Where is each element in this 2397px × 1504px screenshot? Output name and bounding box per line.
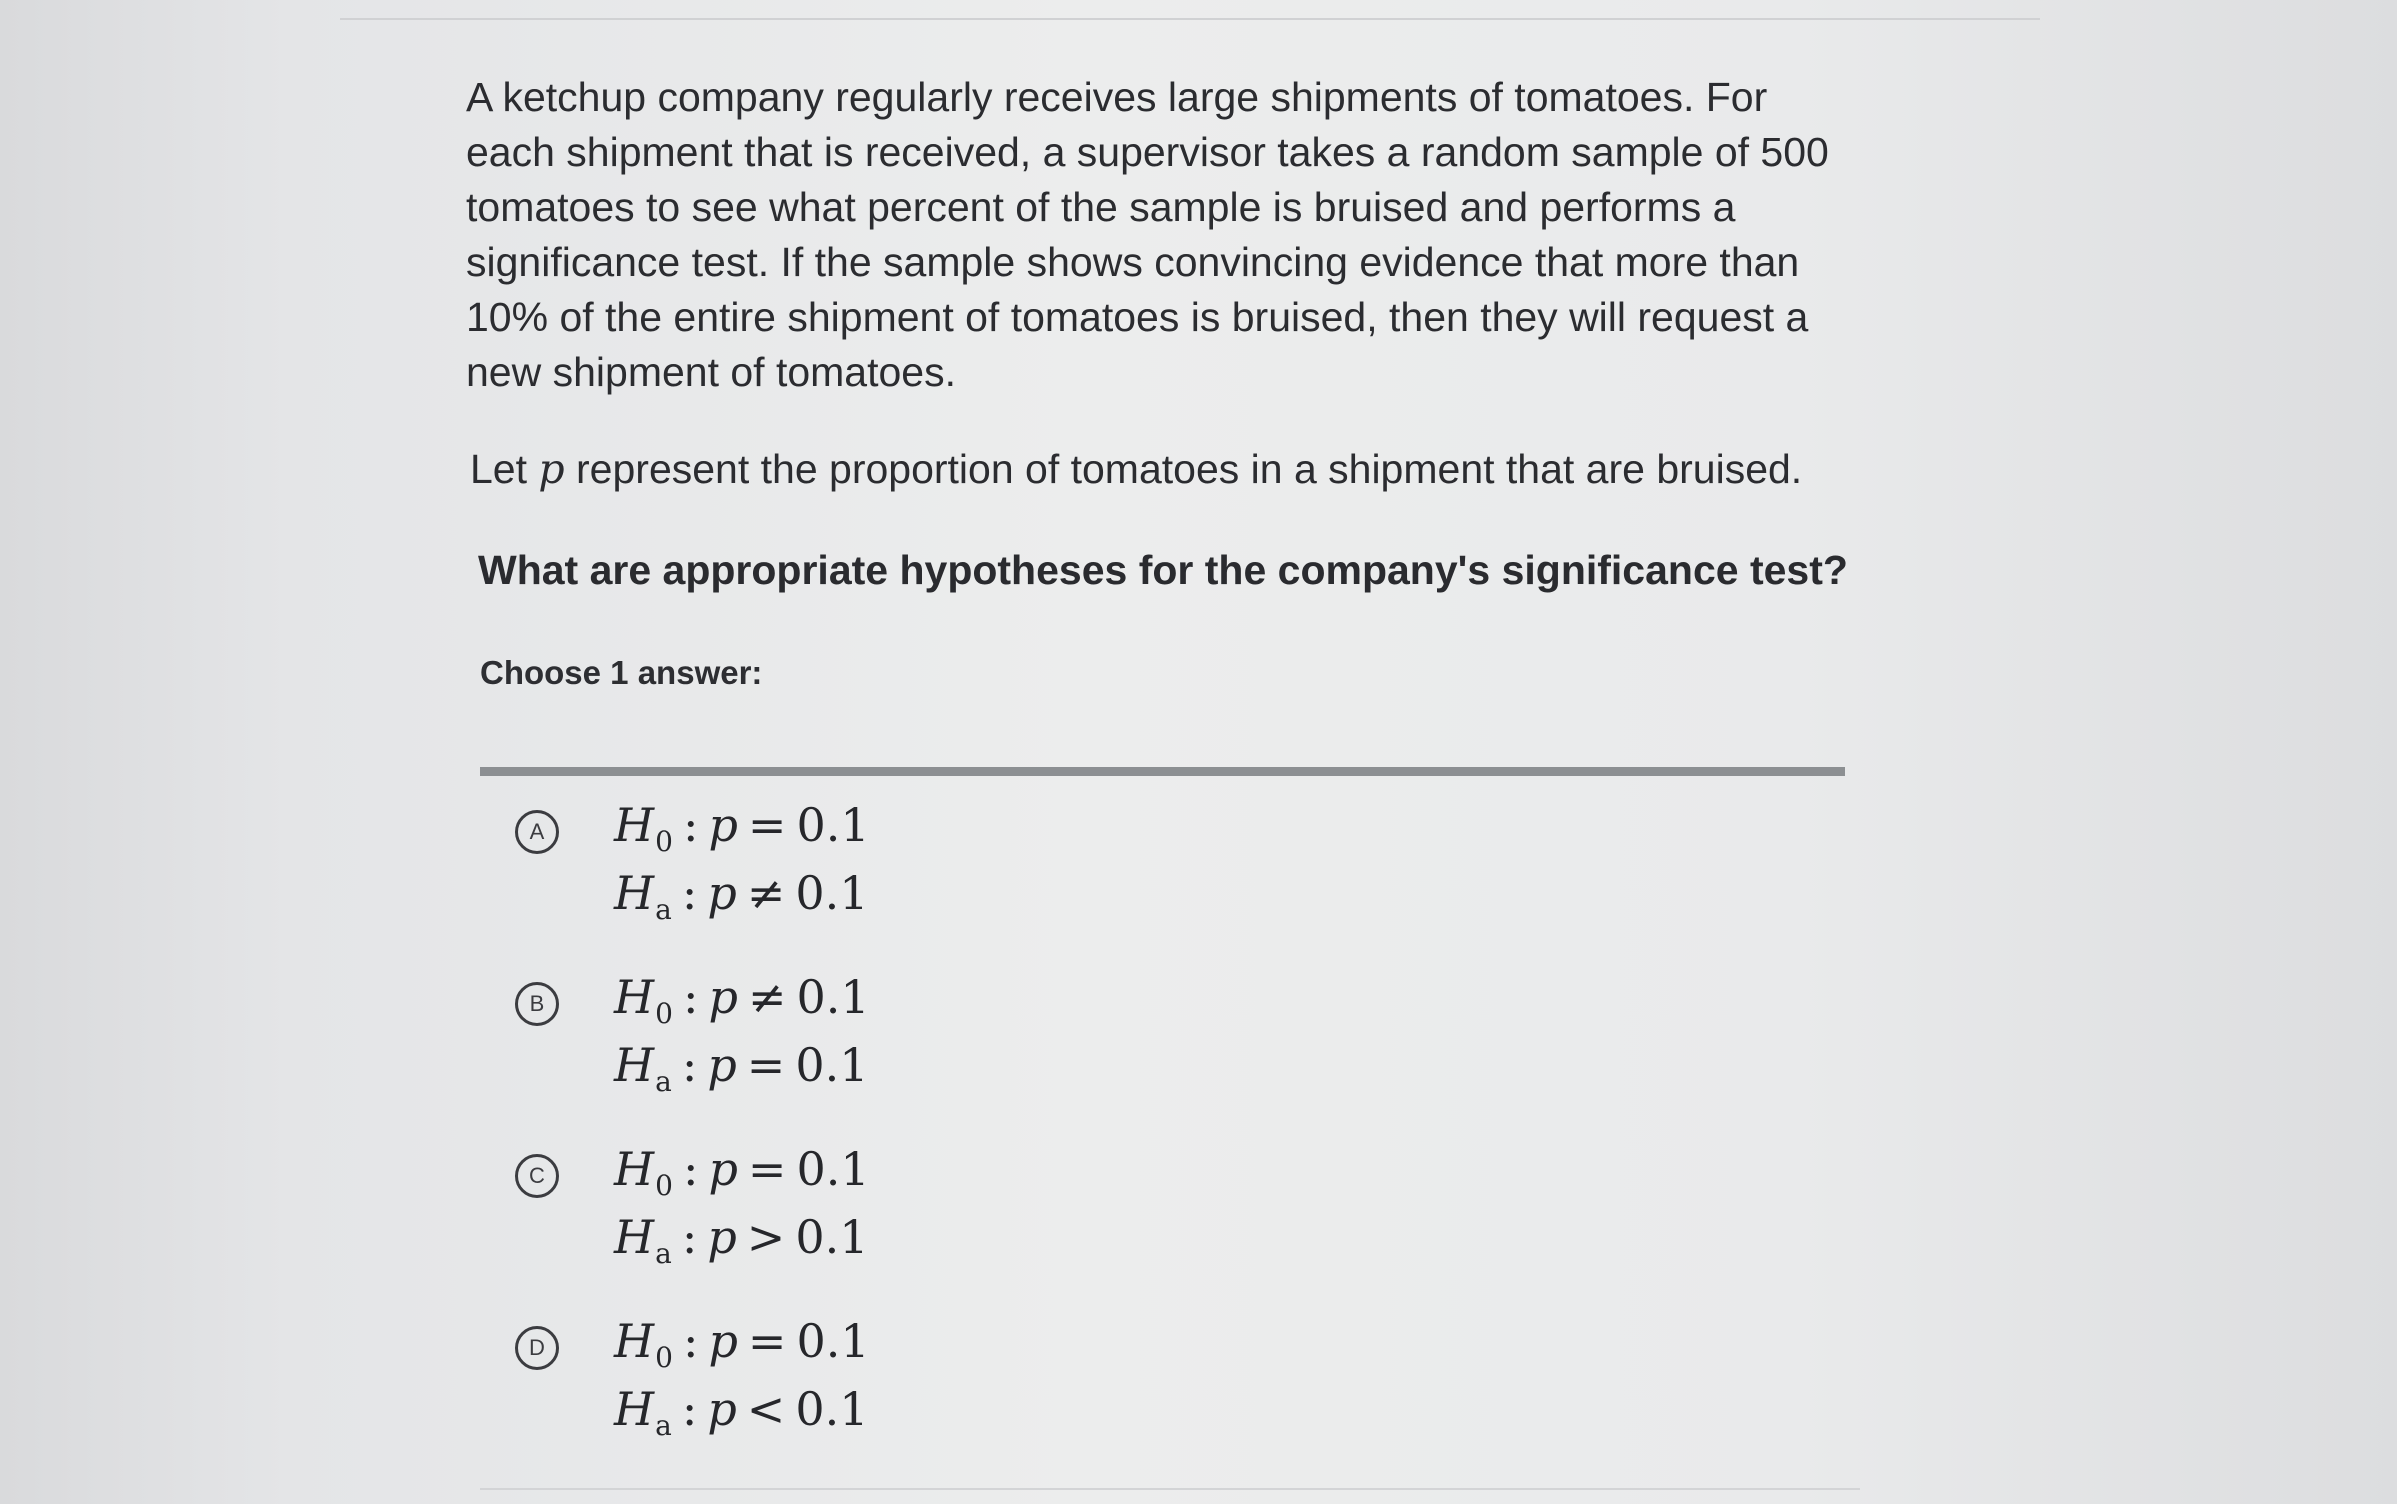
value: 0.1 (795, 866, 869, 920)
h-symbol: H (614, 1142, 655, 1196)
problem-line: tomatoes to see what percent of the sample is bruised and performs a (466, 184, 1736, 230)
problem-line: 10% of the entire shipment of tomatoes is bruised, then they will request a (466, 294, 1809, 340)
variable-definition (470, 442, 1916, 497)
h-subscript: a (655, 893, 672, 926)
choice-c-radio-icon[interactable]: C (515, 1154, 559, 1198)
top-divider (340, 18, 2040, 20)
p-symbol: p (707, 1210, 737, 1264)
question-prompt: What are appropriate hypotheses for the company's significance test? (478, 547, 1848, 593)
choice-d-null-hypothesis (614, 1314, 870, 1374)
relation: = (747, 798, 787, 852)
choice-b[interactable] (512, 962, 1712, 1134)
p-symbol: p (708, 1314, 738, 1368)
colon: : (681, 866, 698, 920)
choice-c[interactable] (512, 1134, 1712, 1306)
p-symbol: p (707, 1382, 737, 1436)
relation: = (747, 1314, 787, 1368)
choice-a-alt-hypothesis (614, 866, 869, 926)
h-symbol: H (614, 798, 655, 852)
value: 0.1 (796, 1314, 870, 1368)
problem-line: A ketchup company regularly receives large shipments of tomatoes. For (466, 74, 1768, 120)
choice-c-null-hypothesis (614, 1142, 870, 1202)
colon: : (681, 1382, 698, 1436)
colon: : (682, 798, 699, 852)
p-symbol: p (708, 970, 738, 1024)
choice-a[interactable] (512, 790, 1712, 962)
problem-line: new shipment of tomatoes. (466, 349, 956, 395)
answer-divider (480, 767, 1845, 776)
h-symbol: H (614, 1210, 655, 1264)
value: 0.1 (795, 1210, 869, 1264)
p-symbol: p (708, 798, 738, 852)
relation: = (747, 1142, 787, 1196)
h-subscript: a (655, 1237, 672, 1270)
colon: : (682, 1314, 699, 1368)
h-subscript: 0 (655, 997, 673, 1030)
value: 0.1 (796, 1142, 870, 1196)
h-subscript: 0 (655, 825, 673, 858)
relation: > (746, 1210, 786, 1264)
p-symbol: p (707, 866, 737, 920)
question-body (466, 70, 1916, 692)
relation: ≠ (747, 970, 787, 1024)
h-symbol: H (614, 1382, 655, 1436)
choose-answer-label: Choose 1 answer: (480, 654, 763, 691)
relation: < (746, 1382, 786, 1436)
colon: : (682, 1142, 699, 1196)
choice-b-alt-hypothesis (614, 1038, 869, 1098)
let-suffix: represent the proportion of tomatoes in a shipment that are bruised. (564, 446, 1803, 492)
h-subscript: 0 (655, 1341, 673, 1374)
choice-d-radio-icon[interactable]: D (515, 1326, 559, 1370)
p-symbol: p (708, 1142, 738, 1196)
let-prefix: Let (470, 446, 539, 492)
problem-line: significance test. If the sample shows convincing evidence that more than (466, 239, 1800, 285)
bottom-divider (480, 1488, 1860, 1490)
choice-a-radio-icon[interactable]: A (515, 810, 559, 854)
h-symbol: H (614, 866, 655, 920)
h-subscript: 0 (655, 1169, 673, 1202)
relation: ≠ (746, 866, 786, 920)
h-subscript: a (655, 1065, 672, 1098)
choice-d[interactable] (512, 1306, 1712, 1478)
variable-p: p (538, 445, 565, 493)
value: 0.1 (796, 970, 870, 1024)
choice-c-alt-hypothesis (614, 1210, 869, 1270)
problem-paragraph (466, 70, 1916, 400)
relation: = (746, 1038, 786, 1092)
choice-b-null-hypothesis (614, 970, 870, 1030)
answer-choices (512, 790, 1712, 1478)
choice-a-null-hypothesis (614, 798, 870, 858)
colon: : (681, 1210, 698, 1264)
problem-line: each shipment that is received, a supervisor takes a random sample of 500 (466, 129, 1829, 175)
choice-b-radio-icon[interactable]: B (515, 982, 559, 1026)
h-symbol: H (614, 1038, 655, 1092)
h-symbol: H (614, 970, 655, 1024)
colon: : (681, 1038, 698, 1092)
value: 0.1 (795, 1038, 869, 1092)
h-subscript: a (655, 1409, 672, 1442)
value: 0.1 (796, 798, 870, 852)
choice-d-alt-hypothesis (614, 1382, 869, 1442)
p-symbol: p (707, 1038, 737, 1092)
colon: : (682, 970, 699, 1024)
h-symbol: H (614, 1314, 655, 1368)
value: 0.1 (795, 1382, 869, 1436)
